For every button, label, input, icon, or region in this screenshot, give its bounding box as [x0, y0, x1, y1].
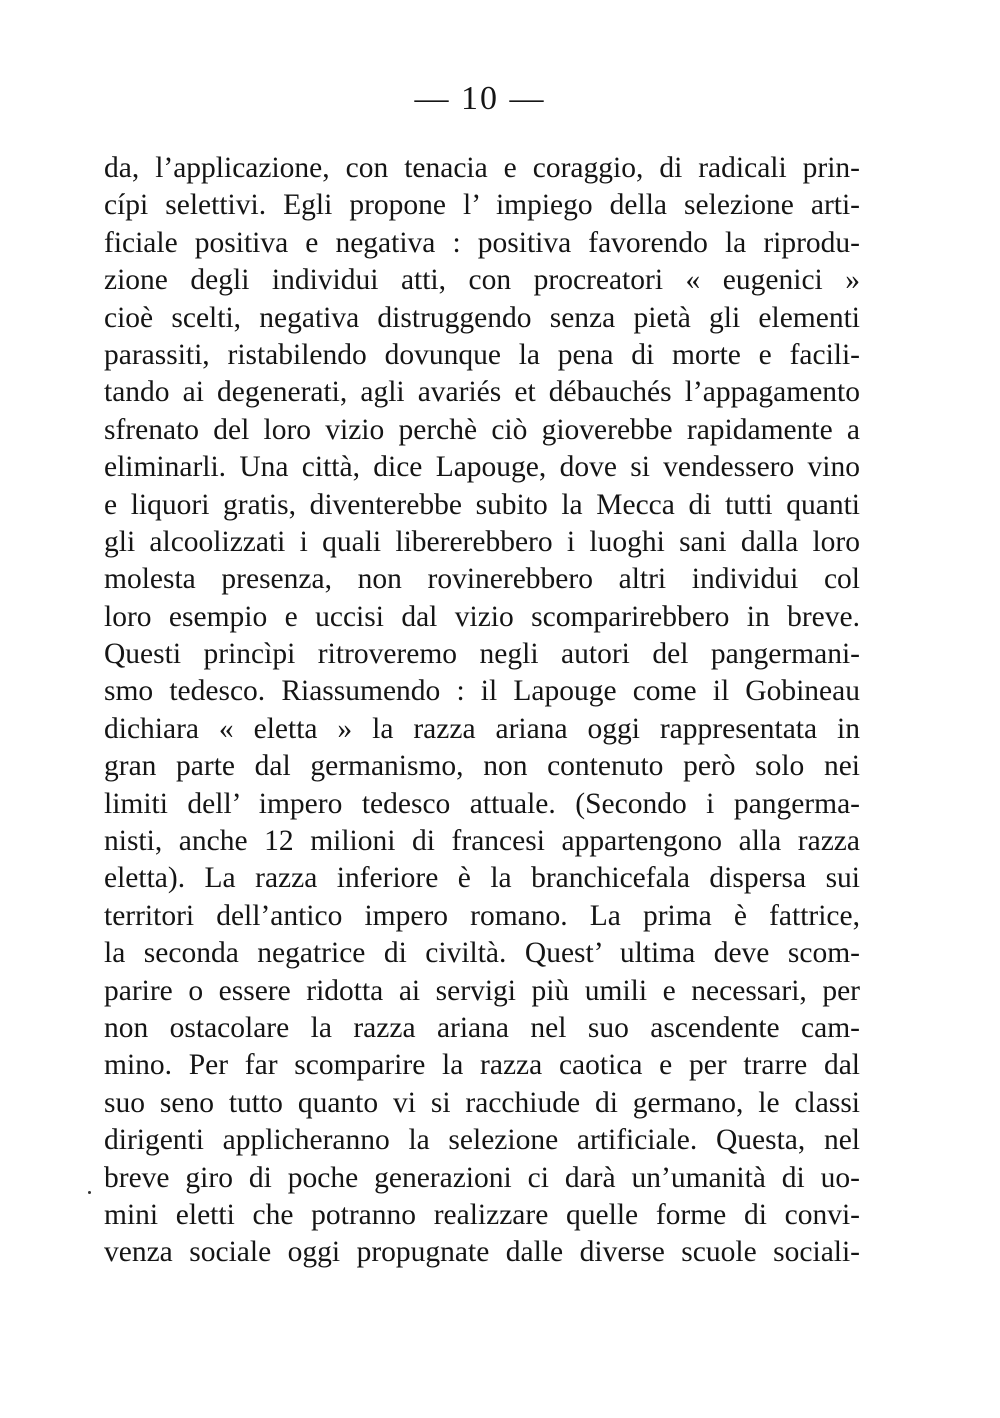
text-line: tando ai degenerati, agli avariés et débauchés l’appagamento: [104, 376, 860, 409]
text-line: la seconda negatrice di civiltà. Quest’ ultima deve scom-: [104, 937, 860, 970]
text-line: nisti, anche 12 milioni di francesi appartengono alla razza: [104, 825, 860, 858]
text-line: e liquori gratis, diventerebbe subito la Mecca di tutti quanti: [104, 488, 860, 521]
text-line: loro esempio e uccisi dal vizio scomparirebbero in breve.: [104, 600, 860, 633]
text-line: suo seno tutto quanto vi si racchiude di germano, le classi: [104, 1086, 860, 1119]
text-line: da, l’applicazione, con tenacia e coraggio, di radicali prin-: [104, 152, 860, 184]
text-line: smo tedesco. Riassumendo : il Lapouge come il Gobineau: [104, 675, 860, 708]
text-line: mini eletti che potranno realizzare quelle forme di convi-: [104, 1198, 860, 1231]
text-line: parassiti, ristabilendo dovunque la pena di morte e facili-: [104, 338, 860, 371]
page-number: — 10 —: [414, 80, 546, 117]
text-line: cioè scelti, negativa distruggendo senza pietà gli elementi: [104, 301, 860, 334]
text-line: sfrenato del loro vizio perchè ciò gioverebbe rapidamente a: [104, 413, 860, 446]
text-line: mino. Per far scomparire la razza caotica e per trarre dal: [104, 1049, 860, 1082]
text-line: cípi selettivi. Egli propone l’ impiego della selezione arti-: [104, 189, 860, 222]
text-line: venza sociale oggi propugnate dalle diverse scuole sociali-: [104, 1236, 860, 1269]
body-text: [104, 150, 860, 1272]
text-line: eliminarli. Una città, dice Lapouge, dove si vendessero vino: [104, 451, 860, 484]
text-line: territori dell’antico impero romano. La prima è fattrice,: [104, 899, 860, 932]
text-line: limiti dell’ impero tedesco attuale. (Secondo i pangerma-: [104, 787, 860, 820]
text-line: gran parte dal germanismo, non contenuto però solo nei: [104, 750, 860, 783]
text-line: parire o essere ridotta ai servigi più umili e necessari, per: [104, 974, 860, 1007]
text-line: Questi princìpi ritroveremo negli autori del pangermani-: [104, 638, 860, 671]
text-line: molesta presenza, non rovinerebbero altri individui col: [104, 563, 860, 596]
text-line: ficiale positiva e negativa : positiva favorendo la riprodu-: [104, 226, 860, 259]
text-line: eletta). La razza inferiore è la branchicefala dispersa sui: [104, 862, 860, 895]
stray-ink-mark: [88, 1191, 91, 1194]
text-line: breve giro di poche generazioni ci darà un’umanità di uo-: [104, 1161, 860, 1194]
text-line: zione degli individui atti, con procreatori « eugenici »: [104, 264, 860, 297]
text-line: non ostacolare la razza ariana nel suo ascendente cam-: [104, 1011, 860, 1044]
text-line: dichiara « eletta » la razza ariana oggi rappresentata in: [104, 712, 860, 745]
text-line: gli alcoolizzati i quali libererebbero i luoghi sani dalla loro: [104, 525, 860, 558]
text-line: dirigenti applicheranno la selezione artificiale. Questa, nel: [104, 1124, 860, 1157]
